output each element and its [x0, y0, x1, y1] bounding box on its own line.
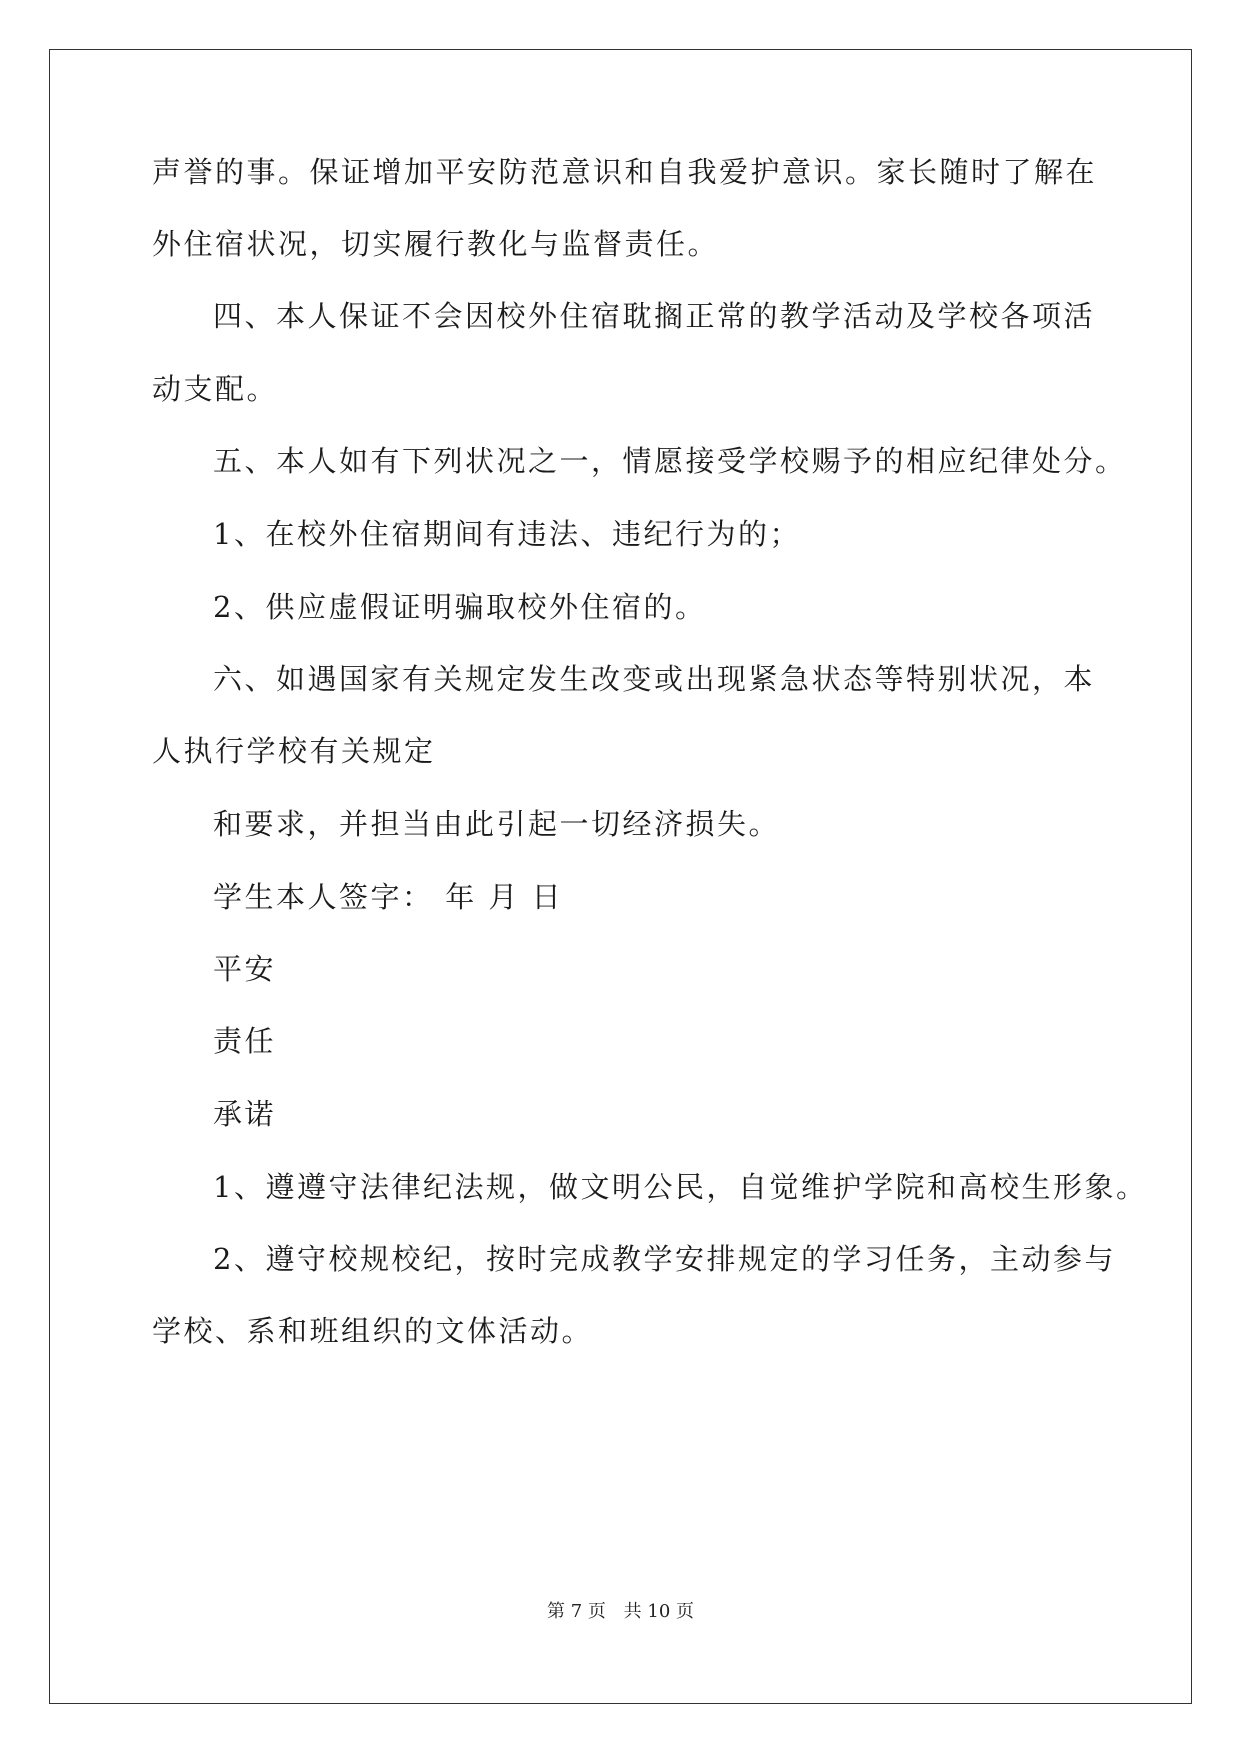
paragraph-line: 1、在校外住宿期间有违法、违纪行为的； — [213, 517, 801, 551]
paragraph-line: 学校、系和班组织的文体活动。 — [152, 1314, 594, 1348]
heading-word: 责任 — [213, 1024, 277, 1058]
paragraph-line: 五、本人如有下列状况之一，情愿接受学校赐予的相应纪律处分。 — [213, 444, 1127, 478]
paragraph-line: 四、本人保证不会因校外住宿耽搁正常的教学活动及学校各项活 — [213, 299, 1096, 333]
paragraph-line: 外住宿状况，切实履行教化与监督责任。 — [152, 227, 720, 261]
page-footer — [0, 1600, 1241, 1624]
paragraph-line: 1、遵遵守法律纪法规，做文明公民，自觉维护学院和高校生形象。 — [213, 1170, 1148, 1204]
paragraph-line: 六、如遇国家有关规定发生改变或出现紧急状态等特别状况，本 — [213, 662, 1096, 696]
paragraph-line: 2、供应虚假证明骗取校外住宿的。 — [213, 590, 707, 624]
heading-word: 平安 — [213, 952, 277, 986]
signature-line: 学生本人签字： 年 月 日 — [213, 880, 564, 914]
paragraph-line: 声誉的事。保证增加平安防范意识和自我爱护意识。家长随时了解在 — [152, 155, 1098, 189]
heading-word: 承诺 — [213, 1097, 277, 1131]
paragraph-line: 人执行学校有关规定 — [152, 734, 436, 768]
page-total: 共 10 页 — [623, 1601, 694, 1622]
paragraph-line: 2、遵守校规校纪，按时完成教学安排规定的学习任务，主动参与 — [213, 1242, 1116, 1276]
paragraph-line: 和要求，并担当由此引起一切经济损失。 — [213, 807, 781, 841]
page-number: 第 7 页 — [547, 1601, 606, 1622]
paragraph-line: 动支配。 — [152, 372, 279, 406]
